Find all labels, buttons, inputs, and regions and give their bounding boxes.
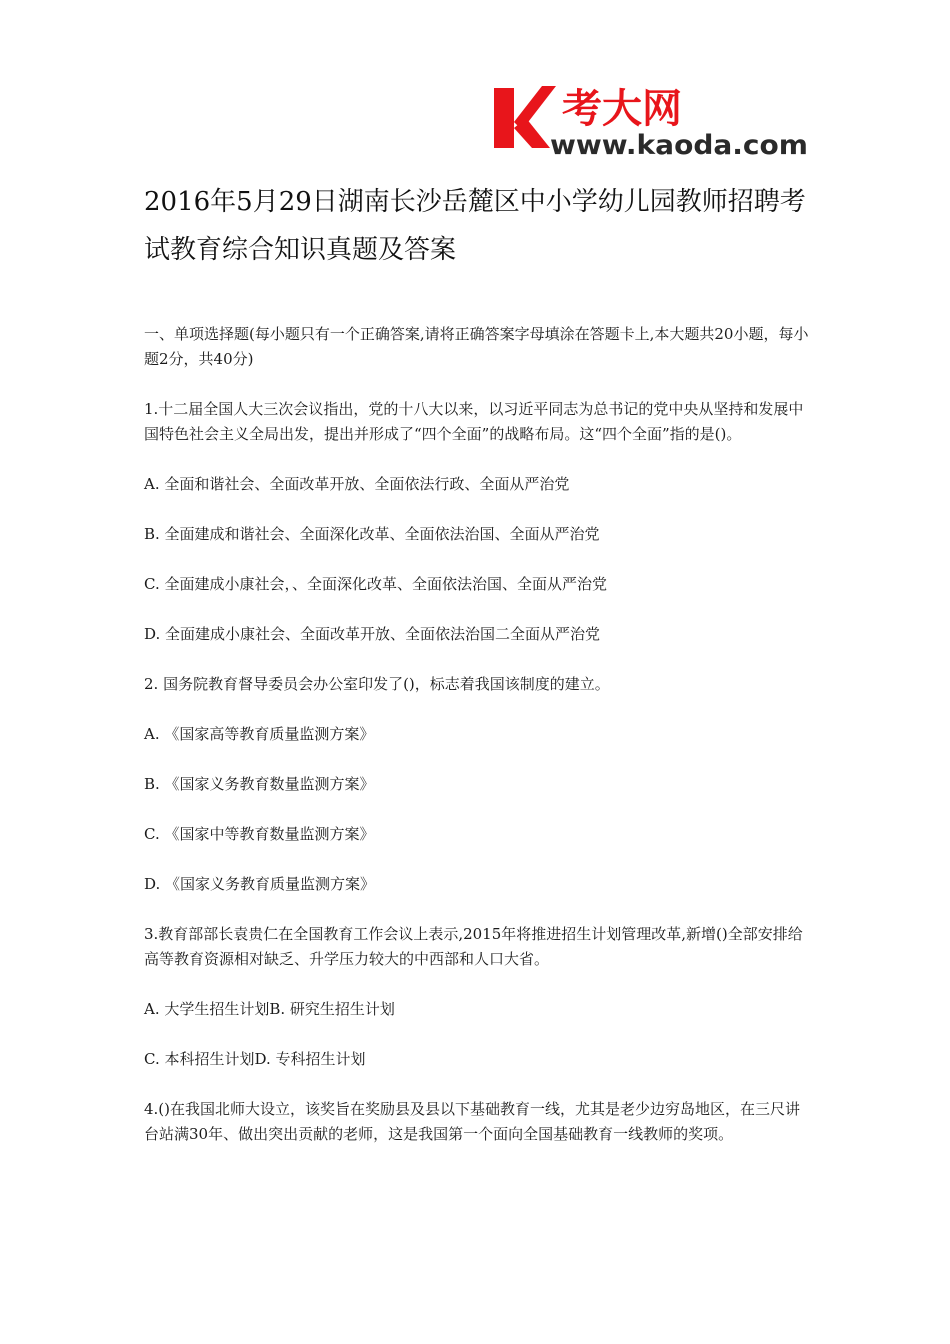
exam-content bbox=[144, 322, 812, 1172]
question-option: D. 《国家义务教育质量监测方案》 bbox=[144, 875, 376, 893]
document-title: 2016年5月29日湖南长沙岳麓区中小学幼儿园教师招聘考试教育综合知识真题及答案 bbox=[144, 187, 806, 265]
question-stem: 3.教育部部长袁贵仁在全国教育工作会议上表示,2015年将推进招生计划管理改革,新增()全部安排给高等教育资源相对缺乏、升学压力较大的中西部和人口大省。 bbox=[144, 925, 803, 968]
kaoda-logo-mark bbox=[492, 78, 812, 160]
question-stem: 4.()在我国北师大设立，该奖旨在奖励县及县以下基础教育一线，尤其是老少边穷岛地区，在三尺讲台站满30年、做出突出贡献的老师，这是我国第一个面向全国基础教育一线教师的奖项。 bbox=[144, 1100, 801, 1143]
question-option: B. 全面建成和谐社会、全面深化改革、全面依法治国、全面从严治党 bbox=[144, 525, 600, 543]
question-option: C. 《国家中等教育数量监测方案》 bbox=[144, 825, 375, 843]
kaoda-logo bbox=[492, 78, 812, 160]
question-option: B. 《国家义务教育数量监测方案》 bbox=[144, 775, 375, 793]
question-option: A. 全面和谐社会、全面改革开放、全面依法行政、全面从严治党 bbox=[144, 475, 570, 493]
question-stem: 1.十二届全国人大三次会议指出，党的十八大以来，以习近平同志为总书记的党中央从坚持和发展中国特色社会主义全局出发，提出并形成了“四个全面”的战略布局。这“四个全面”指的是()。 bbox=[144, 400, 804, 443]
logo-brand-text: 考大网 bbox=[562, 86, 682, 132]
question-stem: 2. 国务院教育督导委员会办公室印发了()，标志着我国该制度的建立。 bbox=[144, 675, 610, 693]
logo-url-text: www.kaoda.com bbox=[550, 130, 808, 160]
question-option: C. 全面建成小康社会，、全面深化改革、全面依法治国、全面从严治党 bbox=[144, 575, 607, 593]
question-option: D. 全面建成小康社会、全面改革开放、全面依法治国二全面从严治党 bbox=[144, 625, 601, 643]
section-header: 一、单项选择题(每小题只有一个正确答案,请将正确答案字母填涂在答题卡上,本大题共20小题，每小题2分，共40分) bbox=[144, 325, 809, 368]
question-option: A. 《国家高等教育质量监测方案》 bbox=[144, 725, 375, 743]
logo-k-stem bbox=[494, 88, 514, 148]
question-option: A. 大学生招生计划B. 研究生招生计划 bbox=[144, 1000, 395, 1018]
question-option: C. 本科招生计划D. 专科招生计划 bbox=[144, 1050, 366, 1068]
